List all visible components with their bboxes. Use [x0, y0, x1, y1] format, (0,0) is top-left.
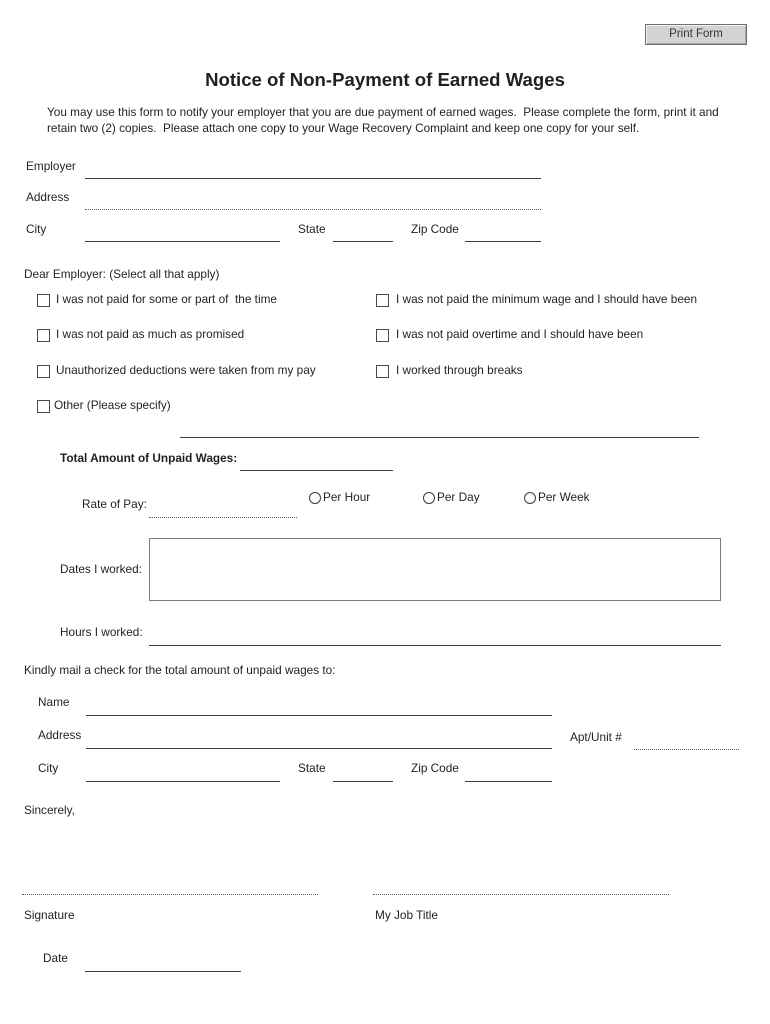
mail-apt-label: Apt/Unit #: [570, 730, 622, 744]
reasons-heading: Dear Employer: (Select all that apply): [24, 267, 220, 281]
reason-checkbox-worked-breaks[interactable]: [376, 365, 389, 378]
print-form-button[interactable]: Print Form: [645, 24, 747, 45]
job-title-input[interactable]: [373, 879, 669, 895]
rate-per-day-radio[interactable]: [423, 492, 435, 504]
reason-option-other[interactable]: [37, 398, 171, 413]
mail-state-label: State: [298, 761, 326, 775]
mail-city-label: City: [38, 761, 59, 775]
employer-city-label: City: [26, 222, 47, 236]
employer-state-input[interactable]: [333, 226, 393, 242]
reason-label-other: Other (Please specify): [54, 398, 171, 412]
employer-city-input[interactable]: [85, 226, 280, 242]
reason-option-overtime[interactable]: [376, 327, 643, 342]
form-title: Notice of Non-Payment of Earned Wages: [205, 69, 565, 90]
hours-worked-input[interactable]: [149, 630, 721, 646]
reason-checkbox-overtime[interactable]: [376, 329, 389, 342]
dates-worked-textarea[interactable]: [149, 538, 721, 601]
employer-address-input[interactable]: [85, 194, 541, 210]
mail-zip-label: Zip Code: [411, 761, 459, 775]
rate-per-hour-option[interactable]: [309, 490, 370, 505]
rate-of-pay-label: Rate of Pay:: [82, 497, 147, 511]
reason-label-overtime: I was not paid overtime and I should have been: [396, 327, 644, 341]
rate-per-week-label: Per Week: [538, 490, 590, 504]
reason-checkbox-unauthorized-deductions[interactable]: [37, 365, 50, 378]
reason-option-unauthorized-deductions[interactable]: [37, 363, 316, 378]
signature-label: Signature: [24, 908, 75, 922]
mail-city-input[interactable]: [86, 766, 280, 782]
mail-apt-input[interactable]: [634, 734, 739, 750]
signature-input[interactable]: [22, 879, 318, 895]
rate-per-hour-radio[interactable]: [309, 492, 321, 504]
reason-checkbox-other[interactable]: [37, 400, 50, 413]
date-input[interactable]: [85, 956, 241, 972]
reason-option-minimum-wage[interactable]: [376, 292, 697, 307]
intro-line: You may use this form to notify your employer that you are due payment of earned wages. Please complete the form, print it and: [47, 105, 719, 119]
employer-state-label: State: [298, 222, 326, 236]
mail-zip-input[interactable]: [465, 766, 552, 782]
reason-label-unpaid-time: I was not paid for some or part of the time: [56, 292, 277, 306]
rate-per-day-label: Per Day: [437, 490, 480, 504]
employer-label: Employer: [26, 159, 76, 173]
mail-name-label: Name: [38, 695, 70, 709]
mail-name-input[interactable]: [86, 700, 552, 716]
rate-per-hour-label: Per Hour: [323, 490, 371, 504]
total-unpaid-label: Total Amount of Unpaid Wages:: [60, 451, 238, 465]
employer-address-label: Address: [26, 190, 70, 204]
reason-label-unauthorized-deductions: Unauthorized deductions were taken from my pay: [56, 363, 316, 377]
rate-of-pay-input[interactable]: [149, 502, 297, 518]
reason-checkbox-unpaid-time[interactable]: [37, 294, 50, 307]
reason-option-worked-breaks[interactable]: [376, 363, 523, 378]
mail-state-input[interactable]: [333, 766, 393, 782]
intro-line: retain two (2) copies. Please attach one copy to your Wage Recovery Complaint and keep one copy for your self.: [47, 121, 640, 135]
reason-checkbox-minimum-wage[interactable]: [376, 294, 389, 307]
reason-label-worked-breaks: I worked through breaks: [396, 363, 523, 377]
job-title-label: My Job Title: [375, 908, 438, 922]
employer-input[interactable]: [85, 163, 541, 179]
mail-address-input[interactable]: [86, 733, 552, 749]
reason-checkbox-promised-pay[interactable]: [37, 329, 50, 342]
other-specify-input[interactable]: [180, 422, 699, 438]
mail-address-label: Address: [38, 728, 82, 742]
reason-option-promised-pay[interactable]: [37, 327, 244, 342]
reason-label-minimum-wage: I was not paid the minimum wage and I should have been: [396, 292, 698, 306]
reason-option-unpaid-time[interactable]: [37, 292, 277, 307]
date-label: Date: [43, 951, 68, 965]
sincerely-text: Sincerely,: [24, 803, 75, 817]
mailing-heading: Kindly mail a check for the total amount of unpaid wages to:: [24, 663, 336, 677]
employer-zip-input[interactable]: [465, 226, 541, 242]
employer-zip-label: Zip Code: [411, 222, 459, 236]
reason-label-promised-pay: I was not paid as much as promised: [56, 327, 245, 341]
rate-per-week-option[interactable]: [524, 490, 590, 505]
total-unpaid-input[interactable]: [240, 455, 393, 471]
dates-worked-label: Dates I worked:: [60, 562, 142, 576]
rate-per-week-radio[interactable]: [524, 492, 536, 504]
rate-per-day-option[interactable]: [423, 490, 480, 505]
hours-worked-label: Hours I worked:: [60, 625, 143, 639]
